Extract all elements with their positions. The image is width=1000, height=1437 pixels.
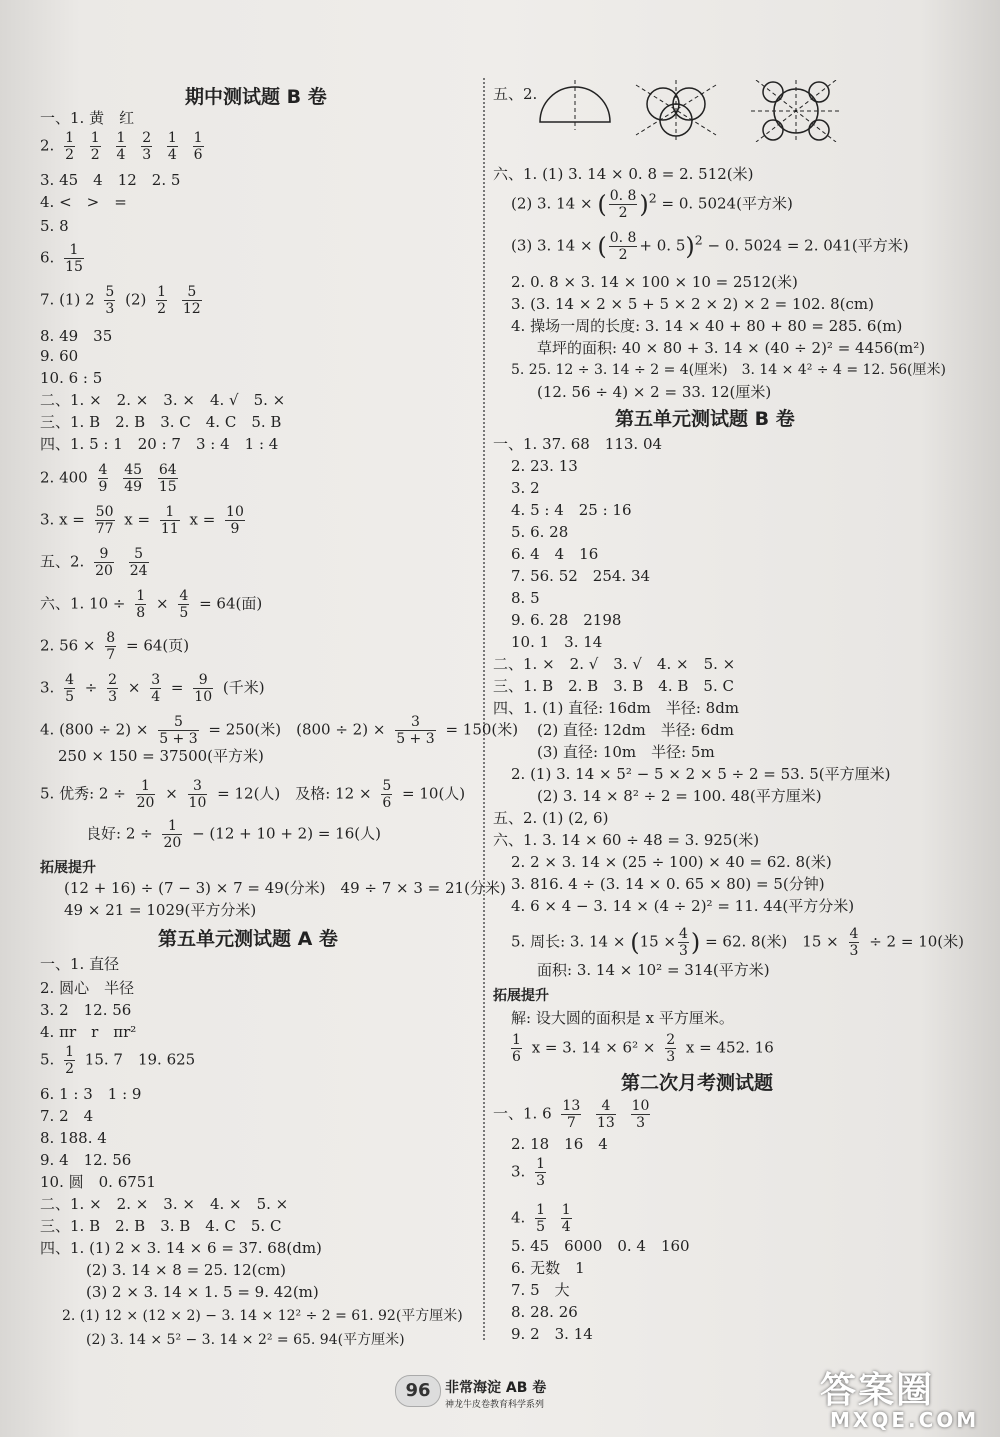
answer-row: 10. 圆 0. 6751 — [40, 1173, 156, 1191]
fraction: $\frac{4}{9}$ — [98, 462, 108, 495]
fraction: $\frac{3}{10}$ — [188, 778, 207, 811]
answer-row: 5. 优秀: 2 ÷ $\frac{1}{20}$ × $\frac{3}{10}$ = 12(人) 及格: 12 × $\frac{5}{6}$ = 10(人) — [40, 778, 466, 811]
fraction: $\frac{1}{6}$ — [193, 130, 203, 163]
fraction: $\frac{5}{12}$ — [182, 284, 201, 317]
answer-row: 3. 2 12. 56 — [40, 1001, 132, 1019]
answer-row: 6. 1 : 3 1 : 9 — [40, 1085, 142, 1103]
fraction: $\frac{1}{4}$ — [167, 130, 177, 163]
fraction: $\frac{1}{6}$ — [512, 1032, 521, 1065]
fraction: $\frac{50}{77}$ — [95, 504, 114, 537]
answer-row: 6. 无数 1 — [511, 1259, 585, 1277]
answer-row: 6. $\frac{1}{15}$ — [40, 242, 83, 275]
fraction: $\frac{5}{24}$ — [129, 546, 148, 579]
fraction: $\frac{5}{3}$ — [105, 284, 115, 317]
answer-row: (3) 2 × 3. 14 × 1. 5 = 9. 42(m) — [86, 1283, 319, 1301]
answer-row: 三、1. B 2. B 3. B 4. B 5. C — [493, 677, 734, 695]
answer-row: 五、2. — [493, 85, 538, 103]
answer-row: 三、1. B 2. B 3. B 4. C 5. C — [40, 1217, 282, 1235]
column-divider — [483, 78, 485, 1340]
fraction: $\frac{4}{5}$ — [65, 672, 75, 705]
fraction: $\frac{13}{7}$ — [562, 1098, 581, 1131]
answer-row: 2. 2 × 3. 14 × (25 ÷ 100) × 40 = 62. 8(米) — [511, 853, 832, 871]
fraction: $\frac{1}{5}$ — [536, 1202, 546, 1235]
answer-row: 3. 45 4 12 2. 5 — [40, 171, 181, 189]
fraction: $\frac{1}{4}$ — [116, 130, 126, 163]
answer-row: 8. 49 35 — [40, 327, 113, 345]
fraction: $\frac{4}{13}$ — [597, 1098, 615, 1131]
answer-row: (3) 直径: 10m 半径: 5m — [537, 743, 715, 761]
answer-row: 8. 5 — [511, 589, 540, 607]
answer-row: 10. 6 : 5 — [40, 369, 103, 387]
fraction: $\frac{2}{3}$ — [108, 672, 118, 705]
brand-name: 非常海淀 AB 卷 — [445, 1380, 547, 1396]
answer-row: 二、1. × 2. × 3. × 4. √ 5. × — [40, 391, 286, 409]
fraction: $\frac{9}{10}$ — [194, 672, 213, 705]
answer-row: 2. 18 16 4 — [511, 1135, 608, 1153]
answer-row: (2) 3. 14 × 8² ÷ 2 = 100. 48(平方厘米) — [537, 787, 822, 805]
fraction: $\frac{4}{3}$ — [679, 926, 688, 959]
answer-row: 49 × 21 = 1029(平方分米) — [64, 901, 257, 919]
answer-row: 5. 6. 28 — [511, 523, 569, 541]
answer-row: 二、1. × 2. √ 3. √ 4. × 5. × — [493, 655, 736, 673]
fraction: $\frac{3}{5 + 3}$ — [396, 714, 435, 747]
watermark-url: MXQE.COM — [830, 1408, 980, 1432]
answer-row: 3. $\frac{1}{3}$ — [511, 1156, 546, 1189]
answer-row: 4. 操场一周的长度: 3. 14 × 40 + 80 + 80 = 285. 6(m) — [511, 317, 903, 335]
watermark-logo: 答案圈 — [820, 1370, 935, 1411]
answer-row: 8. 188. 4 — [40, 1129, 107, 1147]
answer-row: 2. 圆心 半径 — [40, 979, 135, 997]
answer-row: (12 + 16) ÷ (7 − 3) × 7 = 49(分米) 49 ÷ 7 × 3 = 21(分米) — [64, 879, 506, 897]
answer-row: 六、1. 3. 14 × 60 ÷ 48 = 3. 925(米) — [493, 831, 760, 849]
page-number: 96 — [395, 1375, 441, 1407]
answer-row: 5. 8 — [40, 217, 69, 235]
answer-row: 3. 816. 4 ÷ (3. 14 × 0. 65 × 80) = 5(分钟) — [511, 875, 825, 893]
answer-row: 2. 0. 8 × 3. 14 × 100 × 10 = 2512(米) — [511, 273, 798, 291]
three-circle-figure — [631, 80, 721, 140]
answer-row: 6. 4 4 16 — [511, 545, 599, 563]
fraction: $\frac{1}{2}$ — [157, 284, 167, 317]
answer-row: 7. 2 4 — [40, 1107, 94, 1125]
answer-row: 9. 4 12. 56 — [40, 1151, 132, 1169]
answer-row: 三、1. B 2. B 3. C 4. C 5. B — [40, 413, 282, 431]
fraction: $\frac{2}{3}$ — [142, 130, 152, 163]
answer-row: 5. 45 6000 0. 4 160 — [511, 1237, 690, 1255]
answer-row: 4. < > = — [40, 193, 127, 211]
answer-row: (2) 3. 14 × ( $\frac{0. 8}{2}$ )$^2$ = 0. 5024(平方米) — [511, 188, 793, 221]
answer-row: 4. (800 ÷ 2) × $\frac{5}{5 + 3}$ = 250(米) (800 ÷ 2) × $\frac{3}{5 + 3}$ = 150(米) — [40, 714, 519, 747]
answer-row: 9. 6. 28 2198 — [511, 611, 622, 629]
answer-row: 3. (3. 14 × 2 × 5 + 5 × 2 × 2) × 2 = 102. 8(cm) — [511, 295, 874, 313]
fraction: $\frac{1}{4}$ — [561, 1202, 571, 1235]
fraction: $\frac{10}{9}$ — [226, 504, 244, 537]
section-title: 第二次月考测试题 — [621, 1072, 774, 1094]
answer-row: 四、1. (1) 直径: 16dm 半径: 8dm — [493, 699, 740, 717]
answer-row: 9. 2 3. 14 — [511, 1325, 593, 1343]
fraction: $\frac{3}{4}$ — [151, 672, 161, 705]
answer-row: 5. 周长: 3. 14 × (15 × $\frac{4}{3}$ ) = 62. 8(米) 15 × $\frac{4}{3}$ ÷ 2 = 10(米) — [511, 926, 964, 959]
answer-row: 一、1. 黄 红 — [40, 109, 135, 127]
answer-row: 四、1. (1) 2 × 3. 14 × 6 = 37. 68(dm) — [40, 1239, 322, 1257]
section-title: 期中测试题 B 卷 — [185, 86, 327, 108]
fraction: $\frac{45}{49}$ — [124, 462, 143, 495]
answer-row: 面积: 3. 14 × 10² = 314(平方米) — [537, 961, 770, 979]
answer-row: 5. $\frac{1}{2}$ 15. 7 19. 625 — [40, 1044, 196, 1077]
answer-row: 7. 56. 52 254. 34 — [511, 567, 651, 585]
answer-row: 3. 2 — [511, 479, 540, 497]
extension-heading: 拓展提升 — [40, 860, 96, 876]
fraction: $\frac{4}{3}$ — [849, 926, 859, 959]
fraction: $\frac{0. 8}{2}$ — [609, 188, 637, 221]
answer-row: (2) 3. 14 × 8 = 25. 12(cm) — [86, 1261, 286, 1279]
answer-row: 五、2. $\frac{9}{20}$ $\frac{5}{24}$ — [40, 546, 148, 579]
fraction: $\frac{1}{3}$ — [536, 1156, 546, 1189]
answer-row: 7. (1) 2 $\frac{5}{3}$ (2) $\frac{1}{2}$ $\frac{5}{12}$ — [40, 284, 201, 317]
fraction: $\frac{1}{20}$ — [163, 818, 182, 851]
answer-row: 250 × 150 = 37500(平方米) — [58, 747, 264, 765]
answer-row: 4. 6 × 4 − 3. 14 × (4 ÷ 2)² = 11. 44(平方分米) — [511, 897, 855, 915]
fraction: $\frac{1}{8}$ — [136, 588, 146, 621]
answer-row: 8. 28. 26 — [511, 1303, 578, 1321]
fraction: $\frac{1}{2}$ — [65, 130, 75, 163]
series-name: 神龙牛皮卷教育科学系列 — [445, 1400, 545, 1410]
answer-row: 六、1. (1) 3. 14 × 0. 8 = 2. 512(米) — [493, 165, 754, 183]
answer-row: 六、1. 10 ÷ $\frac{1}{8}$ × $\frac{4}{5}$ = 64(面) — [40, 588, 263, 621]
answer-row: 3. $\frac{4}{5}$ ÷ $\frac{2}{3}$ × $\frac{3}{4}$ = $\frac{9}{10}$ (千米) — [40, 672, 265, 705]
answer-row: 7. 5 大 — [511, 1281, 570, 1299]
fraction: $\frac{8}{7}$ — [106, 630, 116, 663]
section-title: 第五单元测试题 A 卷 — [158, 928, 338, 950]
answer-row: 良好: 2 ÷ $\frac{1}{20}$ − (12 + 10 + 2) = 16(人) — [86, 818, 381, 851]
answer-row: 2. $\frac{1}{2}$ $\frac{1}{2}$ $\frac{1}{4}$ $\frac{2}{3}$ $\frac{1}{4}$ $\frac{1}{6}$ — [40, 130, 203, 163]
fraction: $\frac{4}{5}$ — [179, 588, 189, 621]
answer-row: (2) 3. 14 × 5² − 3. 14 × 2² = 65. 94(平方厘米) — [86, 1332, 405, 1348]
section-title: 第五单元测试题 B 卷 — [615, 408, 795, 430]
answer-row: 2. 23. 13 — [511, 457, 578, 475]
answer-row: 一、1. 6 $\frac{13}{7}$ $\frac{4}{13}$ $\frac{10}{3}$ — [493, 1098, 650, 1131]
answer-row: 9. 60 — [40, 347, 79, 365]
fraction: $\frac{10}{3}$ — [631, 1098, 650, 1131]
fraction: $\frac{5}{5 + 3}$ — [159, 714, 198, 747]
fraction: $\frac{1}{15}$ — [65, 242, 83, 275]
answer-row: (12. 56 ÷ 4) × 2 = 33. 12(厘米) — [537, 383, 772, 401]
answer-row: 2. 56 × $\frac{8}{7}$ = 64(页) — [40, 630, 190, 663]
answer-row: 3. x = $\frac{50}{77}$ x = $\frac{1}{11}$ x = $\frac{10}{9}$ — [40, 504, 244, 537]
answer-row: (2) 直径: 12dm 半径: 6dm — [537, 721, 734, 739]
answer-row: 5. 25. 12 ÷ 3. 14 ÷ 2 = 4(厘米) 3. 14 × 4² ÷ 4 = 12. 56(厘米) — [511, 362, 946, 378]
answer-row: 五、2. (1) (2, 6) — [493, 809, 609, 827]
answer-row: 解: 设大圆的面积是 x 平方厘米。 — [511, 1009, 734, 1027]
semicircle-figure — [535, 80, 615, 130]
fraction: $\frac{1}{2}$ — [90, 130, 100, 163]
answer-row: 4. 5 : 4 25 : 16 — [511, 501, 632, 519]
answer-row: 2. (1) 12 × (12 × 2) − 3. 14 × 12² ÷ 2 = 61. 92(平方厘米) — [62, 1308, 463, 1324]
answer-row: 草坪的面积: 40 × 80 + 3. 14 × (40 ÷ 2)² = 4456(m²) — [537, 339, 926, 357]
fraction: $\frac{1}{20}$ — [136, 778, 155, 811]
fraction: $\frac{1}{2}$ — [65, 1044, 75, 1077]
fraction: $\frac{0. 8}{2}$ — [609, 230, 637, 263]
fraction: $\frac{5}{6}$ — [382, 778, 392, 811]
answer-row: $\frac{1}{6}$ x = 3. 14 × 6² × $\frac{2}{3}$ x = 452. 16 — [512, 1032, 774, 1065]
extension-heading: 拓展提升 — [493, 988, 549, 1004]
answer-row: (3) 3. 14 × ( $\frac{0. 8}{2}$ + 0. 5)$^2$ − 0. 5024 = 2. 041(平方米) — [511, 230, 909, 263]
fraction: $\frac{1}{11}$ — [160, 504, 179, 537]
fraction: $\frac{9}{20}$ — [95, 546, 113, 579]
answer-row: 4. $\frac{1}{5}$ $\frac{1}{4}$ — [511, 1202, 571, 1235]
answer-row: 二、1. × 2. × 3. × 4. × 5. × — [40, 1195, 289, 1213]
answer-row: 一、1. 直径 — [40, 955, 120, 973]
answer-row: 10. 1 3. 14 — [511, 633, 603, 651]
answer-row: 一、1. 37. 68 113. 04 — [493, 435, 663, 453]
answer-row: 2. (1) 3. 14 × 5² − 5 × 2 × 5 ÷ 2 = 53. 5(平方厘米) — [511, 765, 891, 783]
four-circle-figure — [751, 80, 841, 142]
answer-row: 四、1. 5 : 1 20 : 7 3 : 4 1 : 4 — [40, 435, 279, 453]
answer-row: 2. 400 $\frac{4}{9}$ $\frac{45}{49}$ $\frac{64}{15}$ — [40, 462, 177, 495]
fraction: $\frac{2}{3}$ — [666, 1032, 676, 1065]
fraction: $\frac{64}{15}$ — [158, 462, 177, 495]
answer-row: 4. πr r πr² — [40, 1023, 137, 1041]
